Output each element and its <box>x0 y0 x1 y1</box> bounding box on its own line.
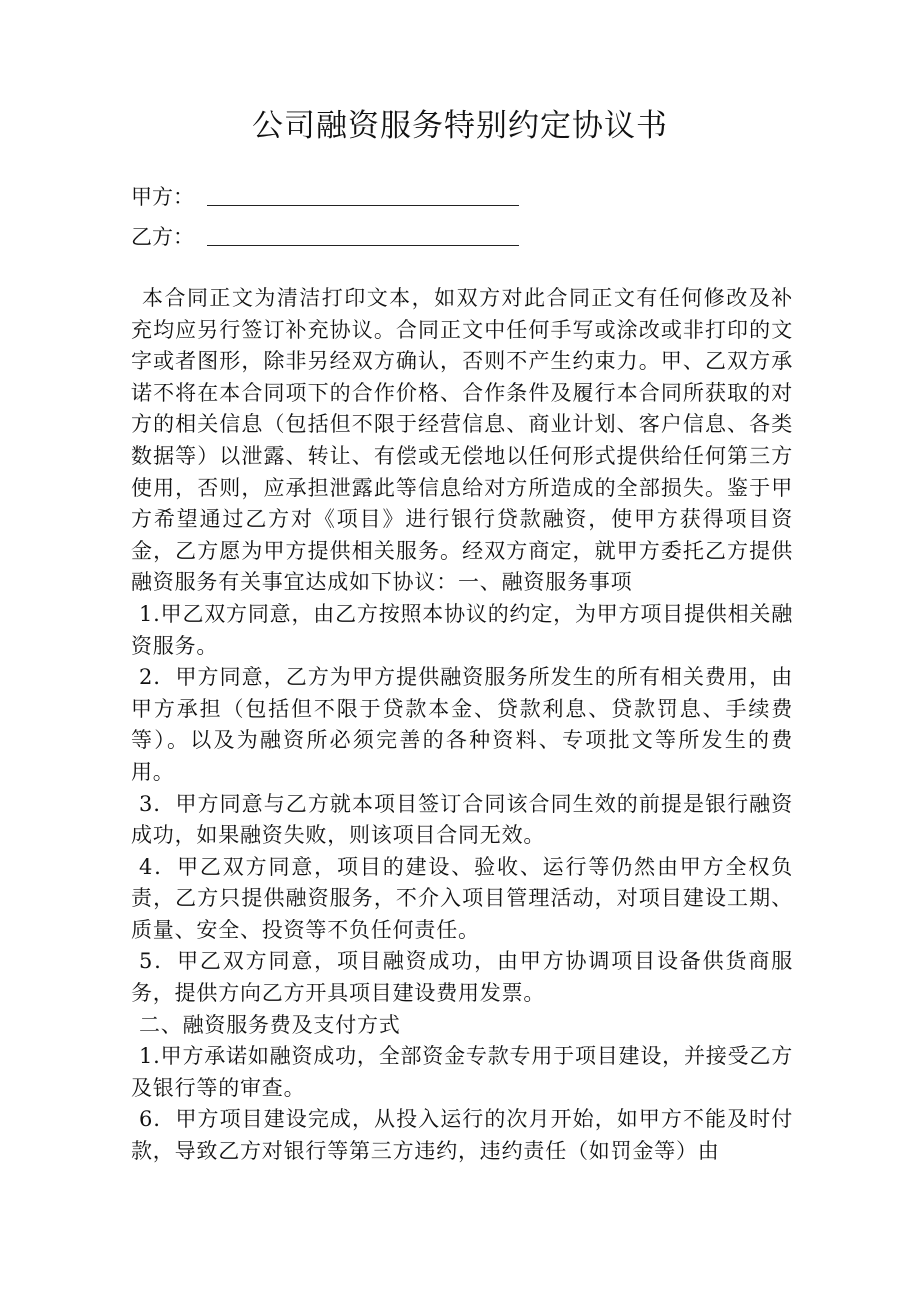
party-a-label: 甲方： <box>131 185 194 209</box>
clause-1-3: 3．甲方同意与乙方就本项目签订合同该合同生效的前提是银行融资成功，如果融资失败，则该项目合同无效。 <box>131 791 793 848</box>
party-a-blank-line <box>207 205 519 206</box>
clause-1-2: 2．甲方同意，乙方为甲方提供融资服务所发生的所有相关费用，由甲方承担（包括但不限于贷款本金、贷款利息、贷款罚息、手续费等）。以及为融资所必须完善的各种资料、专项批文等所发生的费用。 <box>131 665 793 784</box>
party-b-label: 乙方： <box>131 225 194 249</box>
document-title: 公司融资服务特别约定协议书 <box>252 108 668 144</box>
clause-1-4: 4．甲乙双方同意，项目的建设、验收、运行等仍然由甲方全权负责，乙方只提供融资服务，不介入项目管理活动，对项目建设工期、质量、安全、投资等不负任何责任。 <box>131 854 793 942</box>
section-2-heading: 二、融资服务费及支付方式 <box>139 1012 401 1037</box>
clause-2-6: 6．甲方项目建设完成，从投入运行的次月开始，如甲方不能及时付款，导致乙方对银行等第三方违约，违约责任（如罚金等）由 <box>131 1107 793 1164</box>
clause-2-1: 1.甲方承诺如融资成功，全部资金专款专用于项目建设，并接受乙方及银行等的审查。 <box>131 1044 793 1100</box>
contract-body <box>131 283 793 1168</box>
party-b-blank-line <box>207 245 519 246</box>
clause-1-1: 1.甲乙双方同意，由乙方按照本协议的约定，为甲方项目提供相关融资服务。 <box>131 601 793 658</box>
party-b-field <box>131 222 194 252</box>
clause-1-5: 5．甲乙双方同意，项目融资成功，由甲方协调项目设备供货商服务，提供方向乙方开具项目建设费用发票。 <box>131 949 793 1006</box>
party-a-field <box>131 182 194 212</box>
intro-paragraph: 本合同正文为清洁打印文本，如双方对此合同正文有任何修改及补充均应另行签订补充协议。合同正文中任何手写或涂改或非打印的文字或者图形，除非另经双方确认，否则不产生约束力。甲、乙双方承诺不将在本合同项下的合作价格、合作条件及履行本合同所获取的对方的相关信息（包括但不限于经营信息、商业计划、客户信息、各类数据等）以泄露、转让、有偿或无偿地以任何形式提供给任何第三方使用，否则，应承担泄露此等信息给对方所造成的全部损失。鉴于甲方希望通过乙方对《项目》进行银行贷款融资，使甲方获得项目资金，乙方愿为甲方提供相关服务。经双方商定，就甲方委托乙方提供融资服务有关事宜达成如下协议：一、融资服务事项 <box>131 286 793 595</box>
